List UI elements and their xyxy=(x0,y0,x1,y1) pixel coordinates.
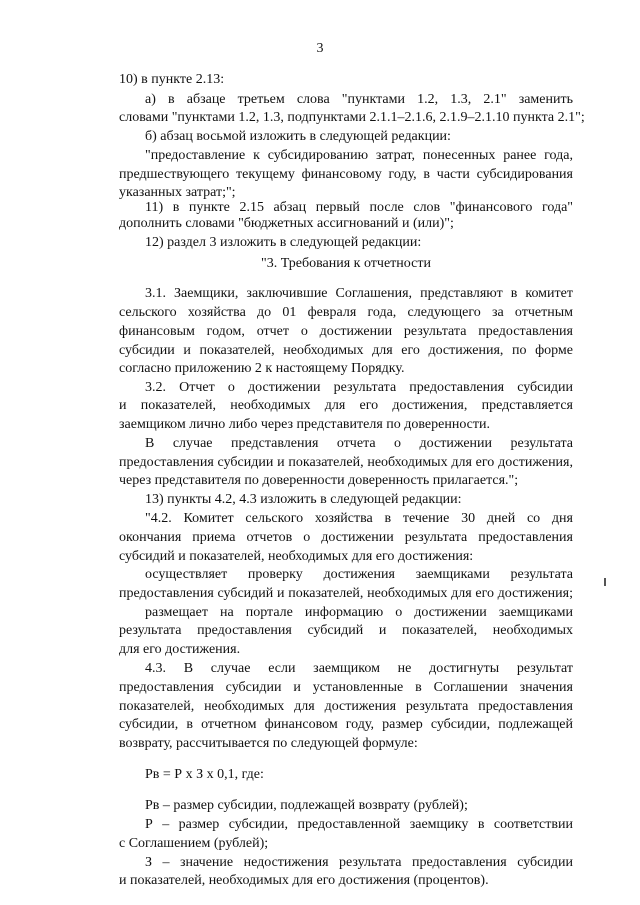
text-line: финансовым годом, отчет о достижении результата предоставления xyxy=(119,324,573,339)
formula-line: Рв = Р х З х 0,1, где: xyxy=(145,767,264,782)
text-line: субсидий и показателей, необходимых для его достижения: xyxy=(119,549,474,564)
text-line: согласно приложению 2 к настоящему Порядку. xyxy=(119,361,405,376)
text-line: словами "пунктами 1.2, 1.3, подпунктами 2.1.1–2.1.6, 2.1.9–2.1.10 пункта 2.1"; xyxy=(119,110,585,125)
section-heading: "3. Требования к отчетности xyxy=(261,256,431,271)
text-line: с Соглашением (рублей); xyxy=(119,836,269,851)
text-line: дополнить словами "бюджетных ассигнований и (или)"; xyxy=(119,216,454,231)
text-line: через представителя по доверенности доверенность прилагается."; xyxy=(119,473,519,488)
text-line: размещает на портале информацию о достижении заемщиками xyxy=(145,605,573,620)
text-line: результата предоставления субсидий и показателей, необходимых xyxy=(119,623,573,638)
text-line: 10) в пункте 2.13: xyxy=(119,72,225,87)
text-line: и показателей, необходимых для его достижения (процентов). xyxy=(119,873,489,888)
text-line: предшествующего текущему финансовому году, в части субсидирования xyxy=(119,167,573,182)
text-line: субсидии, в отчетном финансовом году, размер субсидии, подлежащей xyxy=(119,717,573,732)
page-number: 3 xyxy=(316,41,324,56)
text-line: предоставления субсидии и показателей, необходимых для его достижения, xyxy=(119,455,573,470)
text-line: Рв – размер субсидии, подлежащей возврату (рублей); xyxy=(145,798,468,813)
text-line: осуществляет проверку достижения заемщиками результата xyxy=(145,567,573,582)
text-line: возврату, рассчитывается по следующей формуле: xyxy=(119,736,418,751)
text-line: показателей, необходимых для достижения результата предоставления xyxy=(119,699,573,714)
text-line: З – значение недостижения результата предоставления субсидии xyxy=(145,855,573,870)
text-line: заемщиком лично либо через представителя по доверенности. xyxy=(119,417,491,432)
text-line: а) в абзаце третьем слова "пунктами 1.2, 1.3, 2.1" заменить xyxy=(145,92,573,107)
text-line: предоставления субсидий и показателей, необходимых для его достижения; xyxy=(119,586,573,601)
text-line: В случае представления отчета о достижении результата xyxy=(145,436,573,451)
text-line: 3.1. Заемщики, заключившие Соглашения, представляют в комитет xyxy=(145,286,573,301)
text-line: 3.2. Отчет о достижении результата предоставления субсидии xyxy=(145,380,573,395)
text-line: б) абзац восьмой изложить в следующей редакции: xyxy=(145,129,451,144)
text-line: 12) раздел 3 изложить в следующей редакции: xyxy=(145,235,422,250)
text-line: субсидии и показателей, необходимых для его достижения, по форме xyxy=(119,343,573,358)
text-line: и показателей, необходимых для его достижения, представляется xyxy=(119,398,573,413)
text-line: 4.3. В случае если заемщиком не достигнуты результат xyxy=(145,661,573,676)
text-line: окончания приема отчетов о достижении результата предоставления xyxy=(119,530,573,545)
text-line: 13) пункты 4.2, 4.3 изложить в следующей редакции: xyxy=(145,492,462,507)
text-line: для его достижения. xyxy=(119,642,241,657)
text-line: "предоставление к субсидированию затрат, понесенных ранее года, xyxy=(145,148,573,163)
text-line: "4.2. Комитет сельского хозяйства в течение 30 дней со дня xyxy=(145,511,573,526)
text-line: сельского хозяйства до 01 февраля года, следующего за отчетным xyxy=(119,305,573,320)
text-line: 11) в пункте 2.15 абзац первый после слов "финансового года" xyxy=(145,200,573,215)
text-line: предоставления субсидии и установленные в Соглашении значения xyxy=(119,680,573,695)
scan-mark xyxy=(604,578,606,586)
text-line: указанных затрат;"; xyxy=(119,185,236,200)
text-line: Р – размер субсидии, предоставленной заемщику в соответствии xyxy=(145,817,573,832)
